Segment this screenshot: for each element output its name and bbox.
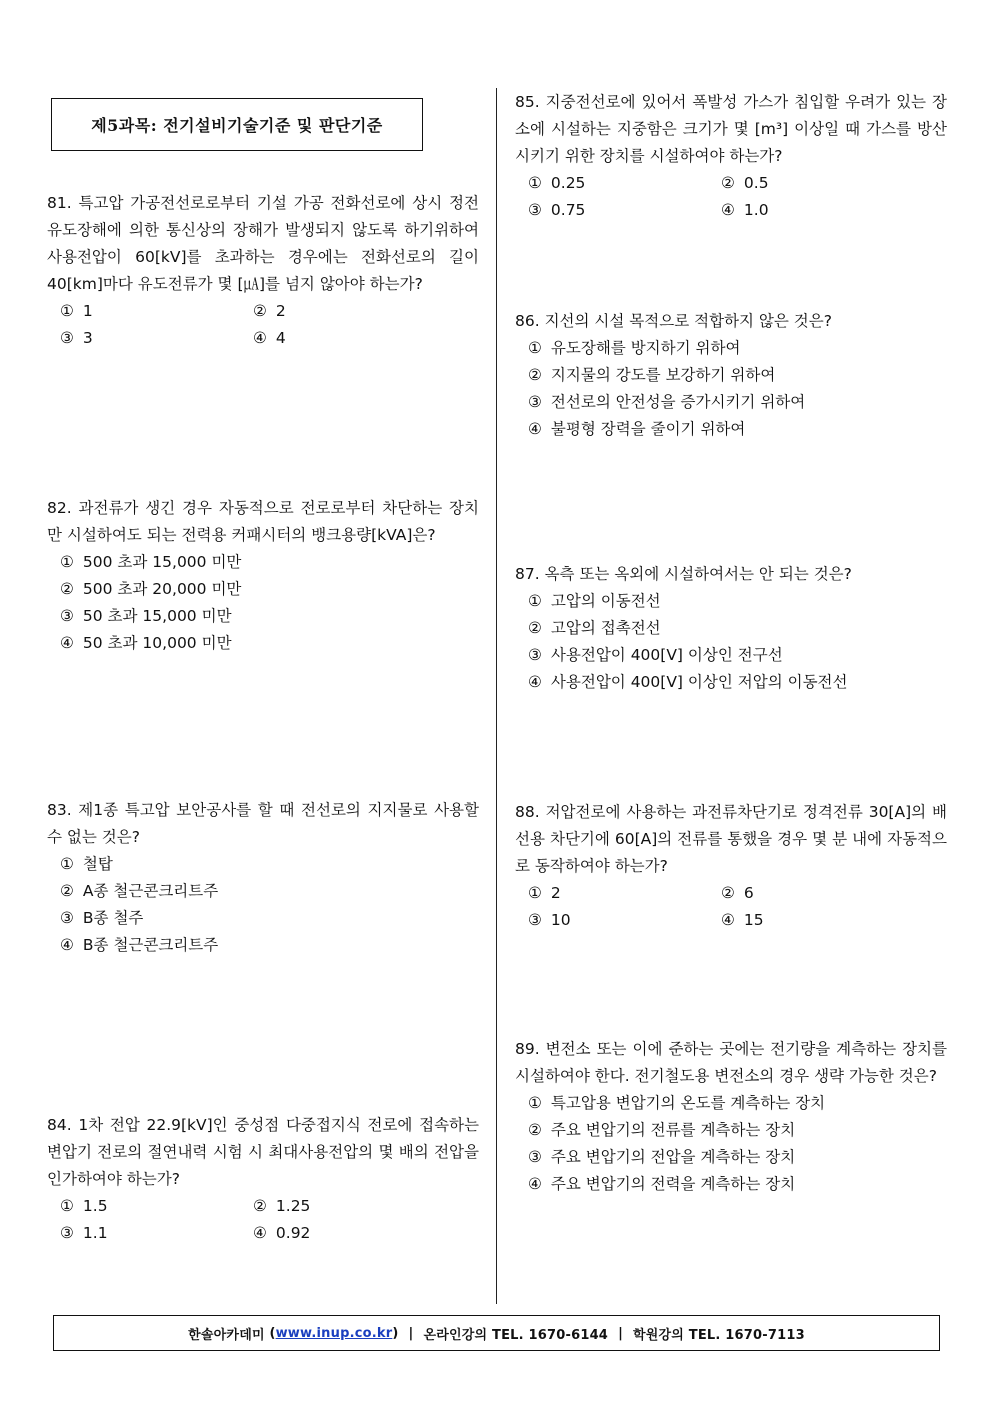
question-82-stem: 82. 과전류가 생긴 경우 자동적으로 전로로부터 차단하는 장치만 시설하여도 되는 전력용 커패시터의 뱅크용량[kVA]은?: [47, 499, 479, 544]
question-87-stem: 87. 옥측 또는 옥외에 시설하여서는 안 되는 것은?: [515, 565, 852, 583]
option-1[interactable]: ① 500 초과 15,000 미만: [60, 553, 242, 571]
option-3[interactable]: ③ 10: [528, 911, 571, 929]
footer-brand: 한솔아카데미: [188, 1327, 265, 1343]
question-89: [515, 1036, 947, 1198]
footer-academy-phone: 학원강의 TEL. 1670-7113: [633, 1327, 805, 1343]
question-82: [47, 495, 479, 657]
option-4[interactable]: ④ 50 초과 10,000 미만: [60, 634, 232, 652]
question-81: [47, 190, 479, 352]
option-4[interactable]: ④ 1.0: [721, 201, 769, 219]
option-3[interactable]: ③ 50 초과 15,000 미만: [60, 607, 232, 625]
option-1[interactable]: ① 특고압용 변압기의 온도를 계측하는 장치: [528, 1094, 826, 1112]
option-1[interactable]: ① 1.5: [60, 1197, 108, 1215]
question-86: [515, 308, 947, 443]
option-4[interactable]: ④ 불평형 장력을 줄이기 위하여: [528, 420, 746, 438]
option-1[interactable]: ① 철탑: [60, 855, 113, 873]
question-87-options: [515, 588, 947, 696]
option-3[interactable]: ③ 전선로의 안전성을 증가시키기 위하여: [528, 393, 806, 411]
footer-separator: |: [408, 1325, 414, 1341]
option-2[interactable]: ② 2: [253, 302, 286, 320]
option-4[interactable]: ④ 15: [721, 911, 764, 929]
option-4[interactable]: ④ 0.92: [253, 1224, 311, 1242]
subject-title: 제5과목: 전기설비기술기준 및 판단기준: [91, 116, 383, 135]
option-2[interactable]: ② 고압의 접촉전선: [528, 619, 661, 637]
question-83: [47, 797, 479, 959]
option-3[interactable]: ③ B종 철주: [60, 909, 144, 927]
question-81-stem: 81. 특고압 가공전선로로부터 기설 가공 전화선로에 상시 정전유도장해에 의한 통신상의 장해가 발생되지 않도록 하기위하여 사용전압이 60[kV]를 초과하는 경우에는 전화선로의 길이 40[km]마다 유도전류가 몇 [㎂]를 넘지 않아야 하는가?: [47, 194, 479, 293]
question-89-stem: 89. 변전소 또는 이에 준하는 곳에는 전기량을 계측하는 장치를 시설하여야 한다. 전기철도용 변전소의 경우 생략 가능한 것은?: [515, 1040, 947, 1085]
option-3[interactable]: ③ 0.75: [528, 201, 586, 219]
option-2[interactable]: ② 1.25: [253, 1197, 311, 1215]
option-2[interactable]: ② 주요 변압기의 전류를 계측하는 장치: [528, 1121, 796, 1139]
question-84-options: [47, 1193, 479, 1247]
option-1[interactable]: ① 고압의 이동전선: [528, 592, 661, 610]
question-82-options: [47, 549, 479, 657]
question-86-stem: 86. 지선의 시설 목적으로 적합하지 않은 것은?: [515, 312, 832, 330]
question-83-stem: 83. 제1종 특고압 보안공사를 할 때 전선로의 지지물로 사용할 수 없는 것은?: [47, 801, 479, 846]
option-2[interactable]: ② 500 초과 20,000 미만: [60, 580, 242, 598]
option-1[interactable]: ① 0.25: [528, 174, 586, 192]
question-84: [47, 1112, 479, 1247]
option-4[interactable]: ④ B종 철근콘크리트주: [60, 936, 219, 954]
option-4[interactable]: ④ 4: [253, 329, 286, 347]
option-2[interactable]: ② 6: [721, 884, 754, 902]
option-1[interactable]: ① 1: [60, 302, 93, 320]
option-1[interactable]: ① 유도장해를 방지하기 위하여: [528, 339, 741, 357]
column-divider: [496, 88, 497, 1304]
footer-separator: |: [618, 1325, 624, 1341]
footer-bar: 한솔아카데미 ( www.inup.co.kr ) | 온라인강의 TEL. 1670-6144 | 학원강의 TEL. 1670-7113: [53, 1315, 940, 1351]
question-88-stem: 88. 저압전로에 사용하는 과전류차단기로 정격전류 30[A]의 배선용 차단기에 60[A]의 전류를 통했을 경우 몇 분 내에 자동적으로 동작하여야 하는가?: [515, 803, 947, 875]
option-4[interactable]: ④ 주요 변압기의 전력을 계측하는 장치: [528, 1175, 796, 1193]
option-3[interactable]: ③ 3: [60, 329, 93, 347]
footer-online-phone: 온라인강의 TEL. 1670-6144: [423, 1327, 609, 1343]
option-2[interactable]: ② A종 철근콘크리트주: [60, 882, 219, 900]
option-1[interactable]: ① 2: [528, 884, 561, 902]
subject-title-box: [51, 98, 423, 151]
question-87: [515, 561, 947, 696]
question-86-options: [515, 335, 947, 443]
option-3[interactable]: ③ 1.1: [60, 1224, 108, 1242]
question-83-options: [47, 851, 479, 959]
question-88-options: [515, 880, 947, 934]
option-3[interactable]: ③ 주요 변압기의 전압을 계측하는 장치: [528, 1148, 796, 1166]
option-3[interactable]: ③ 사용전압이 400[V] 이상인 전구선: [528, 646, 783, 664]
question-85-options: [515, 170, 947, 224]
footer-website-link[interactable]: www.inup.co.kr: [275, 1325, 393, 1341]
question-81-options: [47, 298, 479, 352]
question-85: [515, 89, 947, 224]
question-84-stem: 84. 1차 전압 22.9[kV]인 중성점 다중접지식 전로에 접속하는 변압기 전로의 절연내력 시험 시 최대사용전압의 몇 배의 전압을 인가하여야 하는가?: [47, 1116, 479, 1188]
option-2[interactable]: ② 0.5: [721, 174, 769, 192]
question-88: [515, 799, 947, 934]
option-2[interactable]: ② 지지물의 강도를 보강하기 위하여: [528, 366, 776, 384]
option-4[interactable]: ④ 사용전압이 400[V] 이상인 저압의 이동전선: [528, 673, 848, 691]
question-85-stem: 85. 지중전선로에 있어서 폭발성 가스가 침입할 우려가 있는 장소에 시설하는 지중함은 크기가 몇 [m³] 이상일 때 가스를 방산시키기 위한 장치를 시설하여야 하는가?: [515, 93, 947, 165]
question-89-options: [515, 1090, 947, 1198]
